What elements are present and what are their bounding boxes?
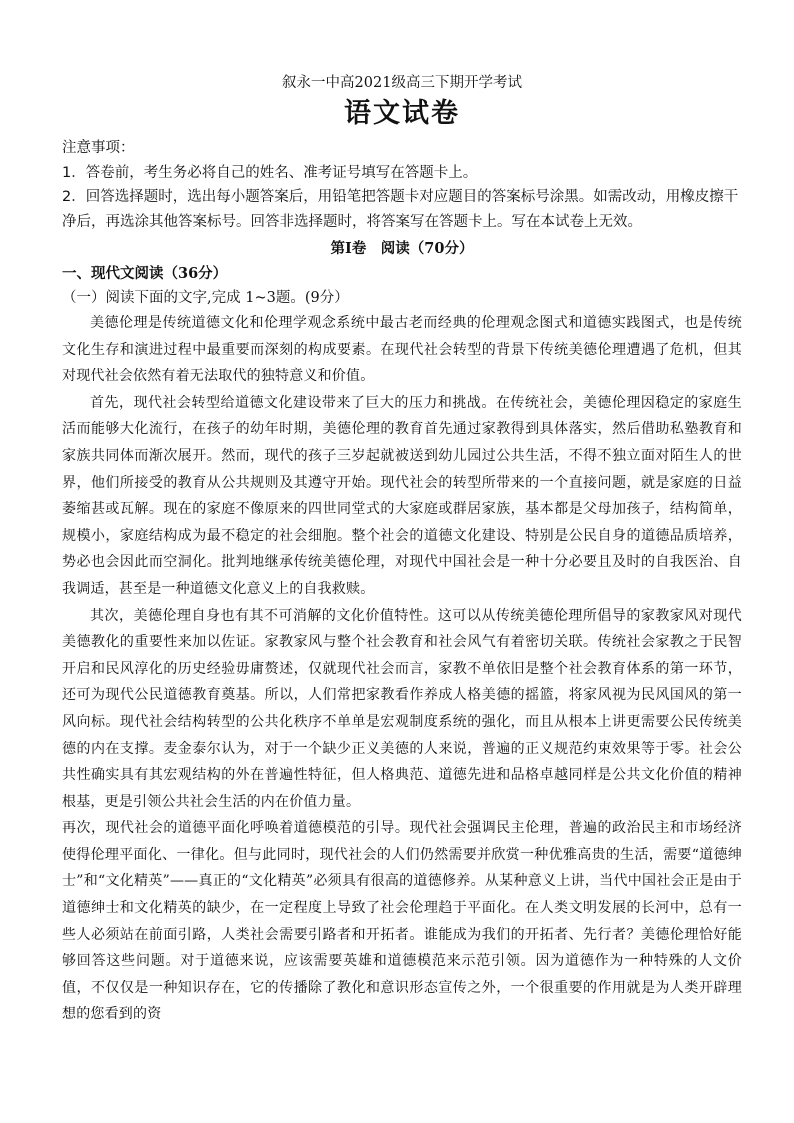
- question-intro: （一）阅读下面的文字,完成 1~3题。(9分）: [62, 290, 349, 306]
- passage-paragraph-2: 首先，现代社会转型给道德文化建设带来了巨大的压力和挑战。在传统社会，美德伦理因稳定的家庭生活而能够大化流行，在孩子的幼年时期，美德伦理的教育首先通过家教得到具体落实，然后借助私塾教育和家族共同体而渐次展开。然而，现代的孩子三岁起就被送到幼儿园过公共生活，不得不独立面对陌生人的世界，他们所接受的教育从公共规则及其遵守开始。现代社会的转型所带来的一个直接问题，就是家庭的日益萎缩甚或瓦解。现在的家庭不像原来的四世同堂式的大家庭或群居家族，基本都是父母加孩子，结构简单，规模小，家庭结构成为最不稳定的社会细胞。整个社会的道德文化建设、特别是公民自身的道德品质培养，势必也会因此而空洞化。批判地继承传统美德伦理，对现代中国社会是一种十分必要且及时的自我医治、自我调适，甚至是一种道德文化意义上的自我救赎。: [62, 394, 742, 597]
- notes-item-1: 1．答卷前，考生务必将自己的姓名、准考证号填写在答题卡上。: [62, 164, 478, 181]
- section-title: 一、现代文阅读（36分）: [62, 265, 228, 282]
- notes-heading: 注意事项：: [62, 140, 135, 156]
- notes-item-2: 2．回答选择题时，选出每小题答案后，用铅笔把答题卡对应题目的答案标号涂黑。如需改动，用橡皮擦干净后，再选涂其他答案标号。回答非选择题时，将答案写在答题卡上。写在本试卷上无效。: [62, 189, 739, 230]
- passage-paragraph-4: 再次，现代社会的道德平面化呼唤着道德模范的引导。现代社会强调民主伦理，普遍的政治民主和市场经济使得伦理平面化、一律化。但与此同时，现代社会的人们仍然需要并欣赏一种优雅高贵的生活，需要“道德绅士”和“文化精英”——真正的“文化精英”必须具有很高的道德修养。从某种意义上讲，当代中国社会正是由于道德绅士和文化精英的缺少，在一定程度上导致了社会伦理趋于平面化。在人类文明发展的长河中，总有一些人必须站在前面引路，人类社会需要引路者和开拓者。谁能成为我们的开拓者、先行者？美德伦理恰好能够回答这些问题。对于道德来说，应该需要英雄和道德模范来示范引领。因为道德作为一种特殊的人文价值，不仅仅是一种知识存在，它的传播除了教化和意识形态宣传之外，一个很重要的作用就是为人类开辟理想的您看到的资: [62, 820, 742, 1023]
- part-title: 第Ⅰ卷 阅读（70分）: [330, 240, 474, 257]
- notes-block: [62, 136, 742, 234]
- passage-paragraph-3: 其次，美德伦理自身也有其不可消解的文化价值特性。这可以从传统美德伦理所倡导的家教家风对现代美德教化的重要性来加以佐证。家教家风与整个社会教育和社会风气有着密切关联。传统社会家教之于民智开启和民风淳化的历史经验毋庸赘述，仅就现代社会而言，家教不单依旧是整个社会教育体系的第一环节，还可为现代公民道德教育奠基。所以，人们常把家教看作养成人格美德的摇篮，将家风视为民风国风的第一风向标。现代社会结构转型的公共化秩序不单单是宏观制度系统的强化，而且从根本上讲更需要公民传统美德的内在支撑。麦金泰尔认为，对于一个缺少正义美德的人来说，普遍的正义规范约束效果等于零。社会公共性确实具有其宏观结构的外在普遍性特征，但人格典范、道德先进和品格卓越同样是公共文化价值的精神根基，更是引领公共社会生活的内在价值力量。: [62, 607, 742, 810]
- reading-passage: [62, 310, 742, 1028]
- exam-title: 语文试卷: [344, 98, 460, 129]
- passage-paragraph-1: 美德伦理是传统道德文化和伦理学观念系统中最古老而经典的伦理观念图式和道德实践图式，也是传统文化生存和演进过程中最重要而深刻的构成要素。在现代社会转型的背景下传统美德伦理遭遇了危机，但其对现代社会依然有着无法取代的独特意义和价值。: [62, 315, 742, 385]
- exam-page: [62, 72, 742, 1028]
- exam-subtitle: 叙永一中高2021级高三下期开学考试: [282, 75, 522, 91]
